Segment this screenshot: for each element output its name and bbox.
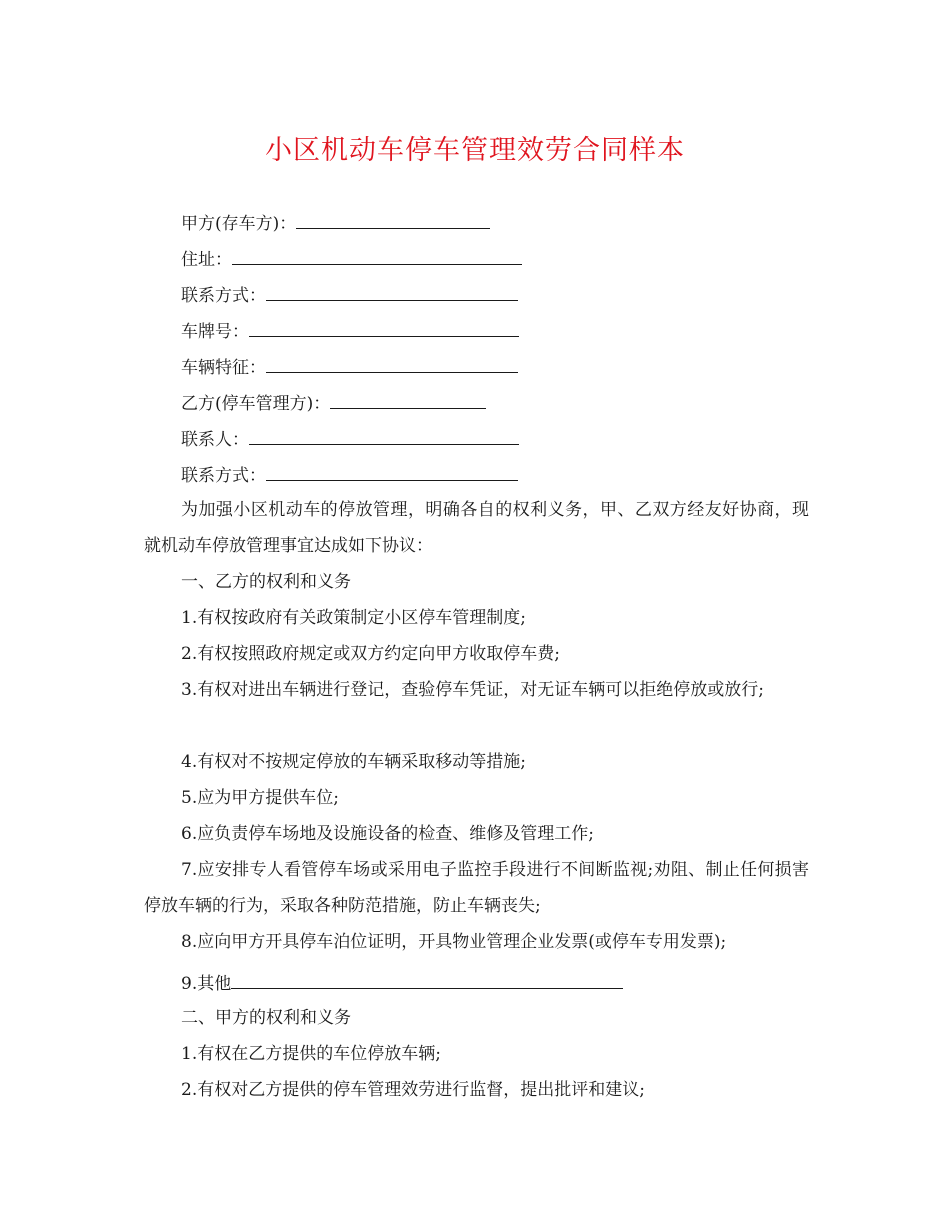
fill-blank[interactable] (266, 464, 518, 481)
field-label: 乙方(停车管理方)： (181, 394, 331, 414)
field-party-b (181, 392, 486, 414)
section-heading: 一、乙方的权利和义务 (181, 572, 351, 592)
field-contact-b (181, 464, 518, 486)
fill-blank[interactable] (330, 392, 486, 409)
fill-blank[interactable] (266, 356, 518, 373)
clause-item: 2.有权按照政府规定或双方约定向甲方收取停车费; (181, 644, 560, 664)
fill-blank[interactable] (249, 428, 519, 445)
fill-blank[interactable] (266, 284, 518, 301)
field-contact-person (181, 428, 519, 450)
field-label: 车牌号： (181, 322, 249, 342)
fill-blank[interactable] (296, 212, 490, 229)
field-label: 车辆特征： (181, 358, 266, 378)
clause-item: 3.有权对进出车辆进行登记，查验停车凭证，对无证车辆可以拒绝停放或放行; (181, 680, 764, 700)
clause-item: 5.应为甲方提供车位; (181, 788, 339, 808)
field-contact-a (181, 284, 518, 306)
clause-item: 2.有权对乙方提供的停车管理效劳进行监督，提出批评和建议; (181, 1080, 645, 1100)
fill-blank[interactable] (232, 248, 522, 265)
clause-item-other (181, 972, 623, 994)
field-party-a (181, 212, 490, 234)
field-label: 联系方式： (181, 466, 266, 486)
fill-blank[interactable] (231, 972, 623, 989)
document-title: 小区机动车停车管理效劳合同样本 (265, 135, 685, 166)
clause-item: 1.有权在乙方提供的车位停放车辆; (181, 1044, 441, 1064)
field-address (181, 248, 522, 270)
clause-label: 9.其他 (181, 974, 232, 994)
intro-paragraph: 为加强小区机动车的停放管理，明确各自的权利义务，甲、乙双方经友好协商，现就机动车停放管理事宜达成如下协议： (144, 500, 809, 556)
section-heading: 二、甲方的权利和义务 (181, 1008, 351, 1028)
clause-item: 1.有权按政府有关政策制定小区停车管理制度; (181, 608, 526, 628)
field-label: 甲方(存车方)： (181, 214, 297, 234)
clause-item: 7.应安排专人看管停车场或采用电子监控手段进行不间断监视;劝阻、制止任何损害停放车辆的行为，采取各种防范措施，防止车辆丧失; (144, 860, 809, 916)
field-label: 住址： (181, 250, 232, 270)
field-label: 联系人： (181, 430, 249, 450)
fill-blank[interactable] (249, 320, 519, 337)
field-plate-number (181, 320, 519, 342)
clause-item: 4.有权对不按规定停放的车辆采取移动等措施; (181, 752, 526, 772)
field-label: 联系方式： (181, 286, 266, 306)
clause-item: 8.应向甲方开具停车泊位证明，开具物业管理企业发票(或停车专用发票); (181, 932, 727, 952)
field-vehicle-features (181, 356, 518, 378)
clause-item: 6.应负责停车场地及设施设备的检查、维修及管理工作; (181, 824, 594, 844)
